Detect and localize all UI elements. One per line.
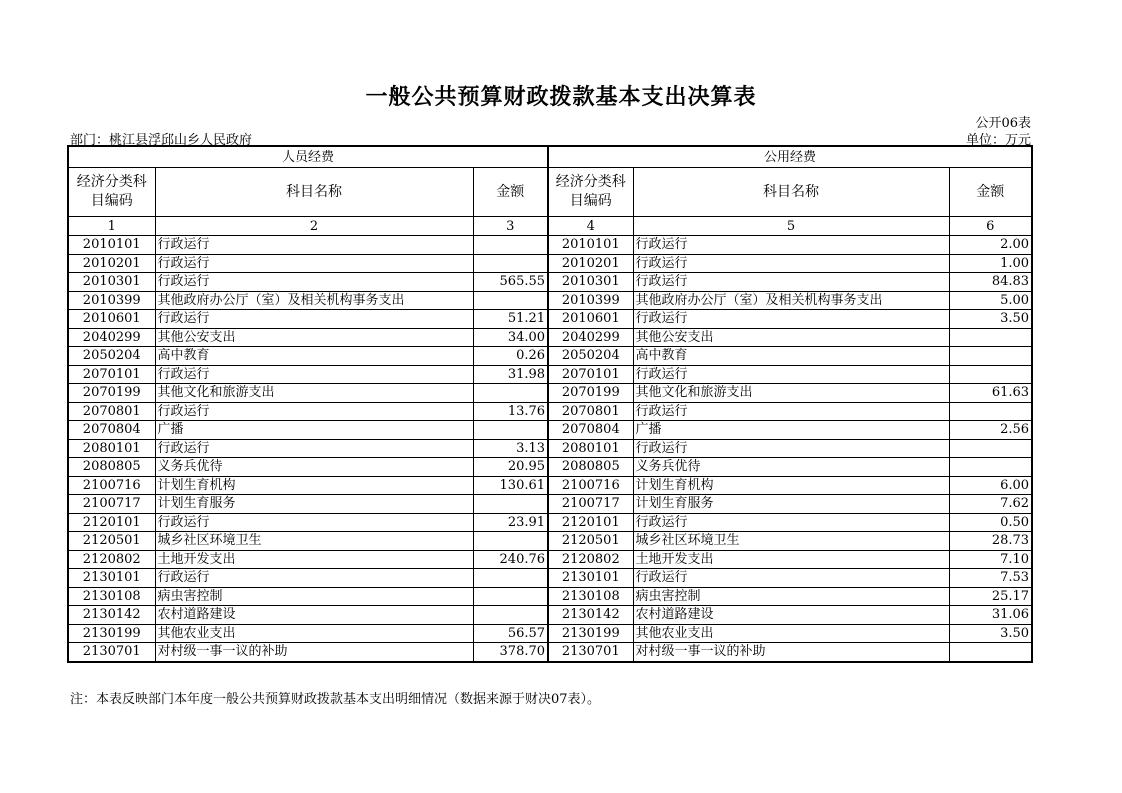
name-cell: 广播 [155,421,473,440]
name-cell: 其他政府办公厅（室）及相关机构事务支出 [155,291,473,310]
code-cell: 2070801 [548,402,633,421]
amount-cell [473,569,548,588]
unit-label: 单位：万元 [965,133,1031,148]
name-cell: 计划生育机构 [155,476,473,495]
code-cell: 2130108 [548,587,633,606]
name-cell: 行政运行 [633,439,949,458]
amount-cell: 51.21 [473,310,548,329]
code-cell: 2130101 [548,569,633,588]
name-cell: 病虫害控制 [155,587,473,606]
page-title: 一般公共预算财政拨款基本支出决算表 [365,84,757,110]
col-index: 4 [548,217,633,236]
code-cell: 2100716 [68,476,155,495]
amount-cell: 34.00 [473,328,548,347]
name-cell: 高中教育 [633,347,949,366]
amount-cell: 28.73 [949,532,1032,551]
code-cell: 2040299 [68,328,155,347]
name-cell: 对村级一事一议的补助 [155,643,473,662]
amount-cell: 3.50 [949,624,1032,643]
code-cell: 2010201 [548,254,633,273]
name-cell: 计划生育服务 [155,495,473,514]
code-cell: 2100716 [548,476,633,495]
table-row [68,532,1032,551]
table-row [68,236,1032,255]
name-cell: 城乡社区环境卫生 [633,532,949,551]
name-cell: 其他文化和旅游支出 [633,384,949,403]
department-label: 部门：桃江县浮邱山乡人民政府 [70,133,253,148]
code-cell: 2080805 [68,458,155,477]
name-cell: 对村级一事一议的补助 [633,643,949,662]
name-cell: 行政运行 [633,569,949,588]
amount-cell [473,421,548,440]
amount-cell [473,532,548,551]
name-cell: 行政运行 [155,513,473,532]
name-cell: 行政运行 [155,365,473,384]
table-row [68,476,1032,495]
header-row-groups [68,146,1032,168]
amount-cell: 13.76 [473,402,548,421]
name-cell: 其他公安支出 [633,328,949,347]
header-row-columns [68,168,1032,217]
name-cell: 其他政府办公厅（室）及相关机构事务支出 [633,291,949,310]
code-cell: 2130199 [68,624,155,643]
table-row [68,606,1032,625]
code-cell: 2120802 [68,550,155,569]
code-cell: 2040299 [548,328,633,347]
amount-cell: 3.13 [473,439,548,458]
name-cell: 农村道路建设 [155,606,473,625]
code-cell: 2130199 [548,624,633,643]
code-cell: 2130142 [548,606,633,625]
name-cell: 其他农业支出 [155,624,473,643]
table-row [68,384,1032,403]
name-cell: 城乡社区环境卫生 [155,532,473,551]
name-cell: 行政运行 [155,402,473,421]
amount-cell [473,495,548,514]
amount-cell: 5.00 [949,291,1032,310]
amount-cell: 2.00 [949,236,1032,255]
amount-cell: 31.06 [949,606,1032,625]
amount-cell: 20.95 [473,458,548,477]
name-cell: 行政运行 [633,402,949,421]
amount-cell: 25.17 [949,587,1032,606]
name-cell: 其他农业支出 [633,624,949,643]
code-cell: 2130108 [68,587,155,606]
amount-cell: 378.70 [473,643,548,662]
table-row [68,643,1032,662]
code-cell: 2010601 [68,310,155,329]
amount-cell [473,606,548,625]
amount-cell: 23.91 [473,513,548,532]
amount-cell: 240.76 [473,550,548,569]
code-cell: 2070801 [68,402,155,421]
name-cell: 其他公安支出 [155,328,473,347]
table-row [68,365,1032,384]
expenditure-table [67,145,1033,663]
table-row [68,273,1032,292]
amount-cell: 7.53 [949,569,1032,588]
name-cell: 病虫害控制 [633,587,949,606]
name-cell: 行政运行 [155,254,473,273]
name-cell: 行政运行 [155,236,473,255]
code-cell: 2010301 [68,273,155,292]
table-row [68,458,1032,477]
code-cell: 2120101 [548,513,633,532]
table-row [68,254,1032,273]
table-row [68,291,1032,310]
table-row [68,513,1032,532]
code-cell: 2070101 [548,365,633,384]
amount-cell: 61.63 [949,384,1032,403]
code-cell: 2080101 [68,439,155,458]
code-cell: 2120501 [68,532,155,551]
name-cell: 农村道路建设 [633,606,949,625]
header-row-index [68,217,1032,236]
code-cell: 2010399 [68,291,155,310]
table-row [68,310,1032,329]
table-row [68,402,1032,421]
code-cell: 2130701 [68,643,155,662]
code-cell: 2100717 [548,495,633,514]
name-cell: 计划生育机构 [633,476,949,495]
code-cell: 2120501 [548,532,633,551]
table-row [68,421,1032,440]
amount-cell: 130.61 [473,476,548,495]
amount-cell: 2.56 [949,421,1032,440]
amount-cell: 6.00 [949,476,1032,495]
name-header-right: 科目名称 [633,168,949,217]
amount-header-left: 金额 [473,168,548,217]
amount-cell: 565.55 [473,273,548,292]
code-cell: 2010301 [548,273,633,292]
code-cell: 2070199 [68,384,155,403]
col-index: 5 [633,217,949,236]
amount-cell [949,439,1032,458]
code-cell: 2120101 [68,513,155,532]
code-cell: 2050204 [68,347,155,366]
code-header-left: 经济分类科目编码 [68,168,155,217]
amount-cell: 0.26 [473,347,548,366]
amount-cell [473,587,548,606]
public-header: 公用经费 [548,146,1032,168]
code-cell: 2130701 [548,643,633,662]
amount-cell: 1.00 [949,254,1032,273]
code-cell: 2120802 [548,550,633,569]
code-cell: 2130142 [68,606,155,625]
table-row [68,439,1032,458]
name-cell: 行政运行 [155,569,473,588]
code-cell: 2050204 [548,347,633,366]
amount-cell: 7.10 [949,550,1032,569]
code-cell: 2070804 [548,421,633,440]
amount-cell [949,402,1032,421]
name-cell: 行政运行 [155,310,473,329]
code-cell: 2070804 [68,421,155,440]
footnote: 注：本表反映部门本年度一般公共预算财政拨款基本支出明细情况（数据来源于财决07表）。 [70,692,601,707]
table-row [68,495,1032,514]
name-cell: 其他文化和旅游支出 [155,384,473,403]
name-cell: 行政运行 [633,513,949,532]
amount-cell [949,328,1032,347]
code-cell: 2010399 [548,291,633,310]
amount-cell: 84.83 [949,273,1032,292]
table-row [68,328,1032,347]
amount-cell [473,236,548,255]
col-index: 1 [68,217,155,236]
amount-cell: 3.50 [949,310,1032,329]
name-header-left: 科目名称 [155,168,473,217]
name-cell: 行政运行 [633,254,949,273]
name-cell: 高中教育 [155,347,473,366]
code-cell: 2130101 [68,569,155,588]
code-cell: 2010601 [548,310,633,329]
amount-cell [949,643,1032,662]
code-cell: 2010101 [68,236,155,255]
col-index: 6 [949,217,1032,236]
amount-cell [473,291,548,310]
amount-cell [473,254,548,273]
code-cell: 2080101 [548,439,633,458]
code-cell: 2010101 [548,236,633,255]
col-index: 3 [473,217,548,236]
table-row [68,569,1032,588]
form-number: 公开06表 [975,116,1031,131]
personnel-header: 人员经费 [68,146,548,168]
amount-cell [949,347,1032,366]
amount-cell: 0.50 [949,513,1032,532]
col-index: 2 [155,217,473,236]
name-cell: 义务兵优待 [633,458,949,477]
amount-cell: 7.62 [949,495,1032,514]
code-header-right: 经济分类科目编码 [548,168,633,217]
amount-cell [473,384,548,403]
name-cell: 行政运行 [633,273,949,292]
amount-cell [949,458,1032,477]
name-cell: 广播 [633,421,949,440]
amount-header-right: 金额 [949,168,1032,217]
amount-cell [949,365,1032,384]
amount-cell: 56.57 [473,624,548,643]
code-cell: 2100717 [68,495,155,514]
code-cell: 2010201 [68,254,155,273]
name-cell: 行政运行 [633,236,949,255]
name-cell: 计划生育服务 [633,495,949,514]
code-cell: 2070199 [548,384,633,403]
code-cell: 2080805 [548,458,633,477]
table-row [68,550,1032,569]
name-cell: 义务兵优待 [155,458,473,477]
name-cell: 行政运行 [633,310,949,329]
code-cell: 2070101 [68,365,155,384]
name-cell: 土地开发支出 [633,550,949,569]
name-cell: 土地开发支出 [155,550,473,569]
amount-cell: 31.98 [473,365,548,384]
name-cell: 行政运行 [633,365,949,384]
name-cell: 行政运行 [155,273,473,292]
table-row [68,347,1032,366]
table-row [68,624,1032,643]
table-row [68,587,1032,606]
name-cell: 行政运行 [155,439,473,458]
